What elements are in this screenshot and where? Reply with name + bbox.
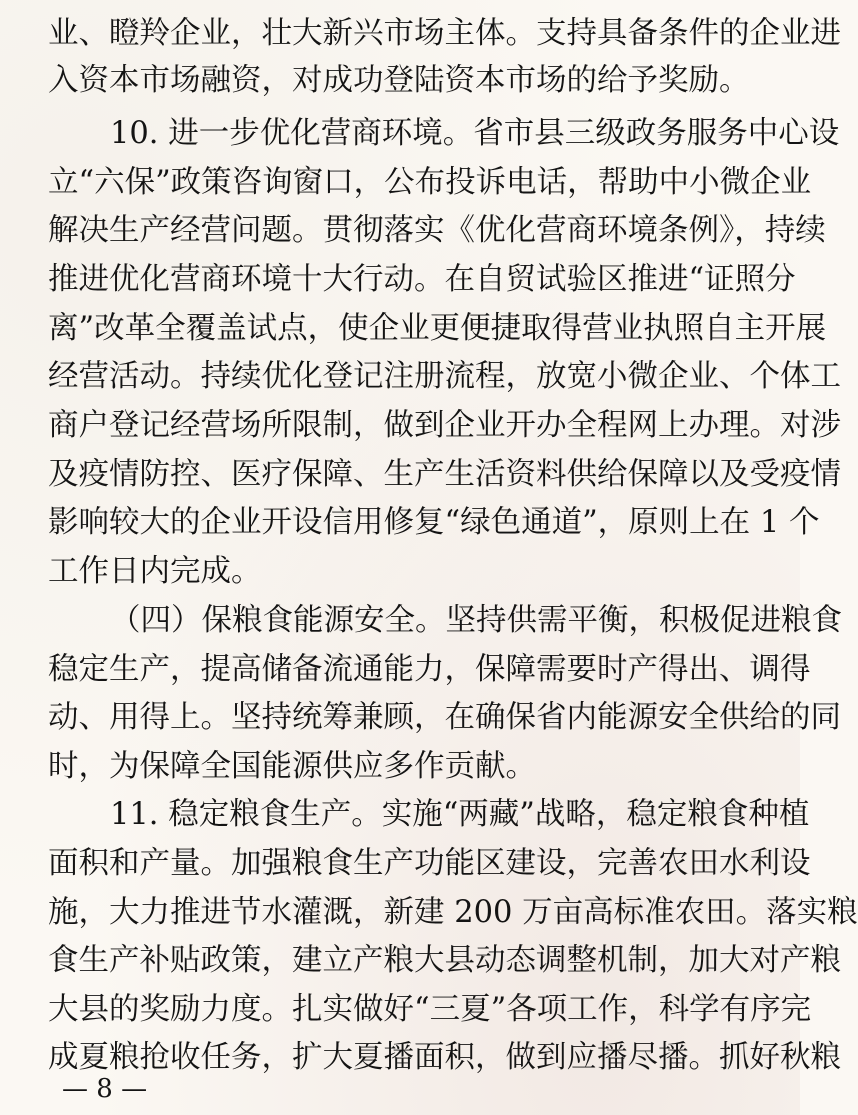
text-line: 10. 进一步优化营商环境。省市县三级政务服务中心设: [110, 116, 840, 151]
text-line: 商户登记经营场所限制，做到企业开办全程网上办理。对涉: [48, 408, 841, 443]
text-line: 推进优化营商环境十大行动。在自贸试验区推进“证照分: [48, 262, 796, 297]
text-line: 业、瞪羚企业，壮大新兴市场主体。支持具备条件的企业进: [48, 16, 841, 51]
text-line: 时，为保障全国能源供应多作贡献。: [48, 749, 536, 784]
text-line: 及疫情防控、医疗保障、生产生活资料供给保障以及受疫情: [48, 457, 841, 492]
text-line: 动、用得上。坚持统筹兼顾，在确保省内能源安全供给的同: [48, 700, 841, 735]
text-line: 成夏粮抢收任务，扩大夏播面积，做到应播尽播。抓好秋粮: [48, 1040, 841, 1075]
text-line: 影响较大的企业开设信用修复“绿色通道”，原则上在 1 个: [48, 505, 820, 540]
text-line: 入资本市场融资，对成功登陆资本市场的给予奖励。: [48, 63, 750, 98]
text-line: 施，大力推进节水灌溉，新建 200 万亩高标准农田。落实粮: [48, 895, 858, 930]
text-line: 11. 稳定粮食生产。实施“两藏”战略，稳定粮食种植: [110, 797, 810, 832]
text-line: 大县的奖励力度。扎实做好“三夏”各项工作，科学有序完: [48, 992, 812, 1027]
section-heading-line: （四）保粮食能源安全。坚持供需平衡，积极促进粮食: [110, 603, 842, 638]
text-line: 经营活动。持续优化登记注册流程，放宽小微企业、个体工: [48, 359, 841, 394]
text-line: 立“六保”政策咨询窗口，公布投诉电话，帮助中小微企业: [48, 165, 812, 200]
text-line: 解决生产经营问题。贯彻落实《优化营商环境条例》，持续: [48, 213, 826, 248]
text-line: 面积和产量。加强粮食生产功能区建设，完善农田水利设: [48, 846, 811, 881]
text-line: 稳定生产，提高储备流通能力，保障需要时产得出、调得: [48, 652, 811, 687]
page-number: — 8 —: [62, 1074, 148, 1104]
text-line: 工作日内完成。: [48, 554, 262, 589]
text-line: 离”改革全覆盖试点，使企业更便捷取得营业执照自主开展: [48, 311, 827, 346]
text-line: 食生产补贴政策，建立产粮大县动态调整机制，加大对产粮: [48, 943, 841, 978]
